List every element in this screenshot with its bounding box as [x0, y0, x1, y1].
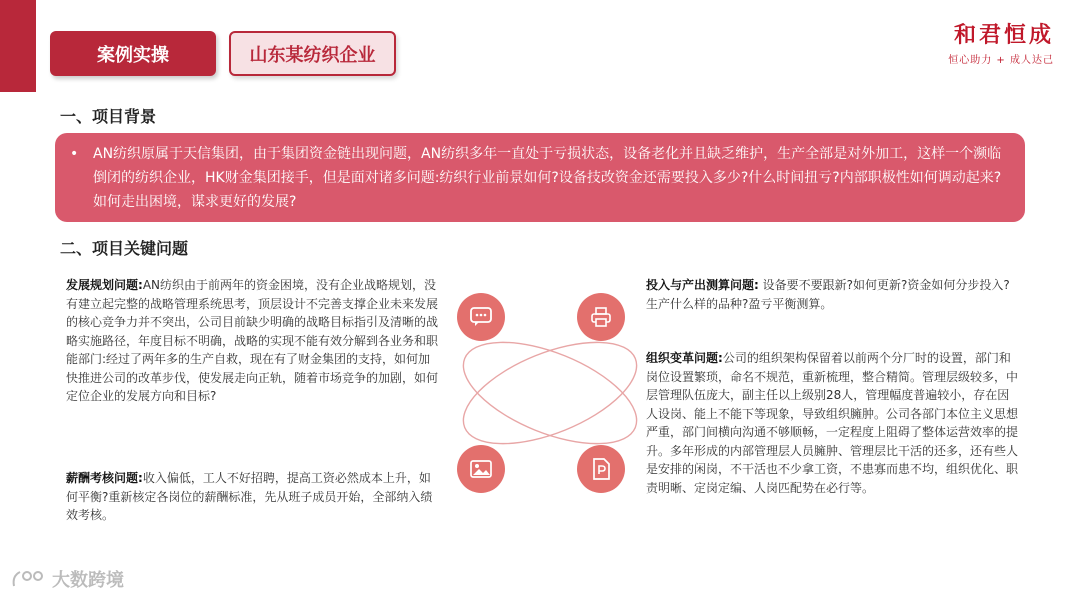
issue-text: 设备要不要跟新?如何更新?资金如何分步投入?生产什么样的品种?盈亏平衡测算。: [646, 278, 1010, 311]
section1-title: 一、项目背景: [60, 107, 157, 126]
background-text: AN纺织原属于天信集团，由于集团资金链出现问题，AN纺织多年一直处于亏损状态，设备老化并且缺乏维护，生产全部是对外加工，这样一个濒临倒闭的纺织企业，HK财金集团接手，但是面对诸多问题:纺织行业前景如何?设备技改资金还需要投入多少?什么时间扭亏?内部职极性如何调动起来?如何走出困境，谋求更好的发展?: [93, 146, 1002, 210]
chat-icon: [457, 293, 505, 341]
tag-company: 山东某纺织企业: [229, 31, 396, 76]
issue-text: 公司的组织架构保留着以前两个分厂时的设置，部门和岗位设置繁琐，命名不规范，重新梳理，整合精简。管理层级较多，中层管理队伍庞大，副主任以上级别28人，管理幅度普遍较小，存在因人设岗、能上不能下等现象，导致组织臃肿。公司各部门本位主义思想严重，部门间横向沟通不够顺畅，一定程度上阻碍了整体运营效率的提升。多年形成的内部管理层人员臃肿、管理层比干活的还多，还有些人是安排的闲岗，不干活也不少拿工资，不患寡而患不均，组织优化、职责明晰、定岗定编、人岗匹配势在必行等。: [646, 351, 1019, 495]
issue-label: 薪酬考核问题:: [66, 471, 143, 485]
bullet-dot: •: [70, 146, 79, 162]
issue-label: 投入与产出测算问题:: [646, 278, 759, 292]
left-accent-bar: [0, 0, 36, 92]
image-icon: [457, 445, 505, 493]
issue-label: 发展规划问题:: [66, 278, 143, 292]
issue-investment-output: [646, 276, 1021, 313]
watermark: [10, 566, 124, 592]
issue-text: AN纺织由于前两年的资金困境，没有企业战略规划，没有建立起完整的战略管理系统思考，顶层设计不完善支撑企业未来发展的核心竞争力并不突出，公司目前缺少明确的战略目标指引及清晰的战略实施路径，年度目标不明确，战略的实现不能有效分解到各业务和职能部门:经过了两年多的生产自救，现在有了财金集团的支持，如何加快推进公司的改革步伐，使发展走向正轨，随着市场竞争的加剧，如何定位企业的发展方向和目标?: [66, 278, 439, 403]
issue-compensation: [66, 469, 441, 525]
company-logo: [904, 18, 1054, 66]
section2-title: 二、项目关键问题: [60, 239, 189, 258]
background-box: [55, 133, 1025, 222]
issue-label: 组织变革问题:: [646, 351, 723, 365]
document-icon: [577, 445, 625, 493]
tag-case-practice: 案例实操: [50, 31, 216, 76]
watermark-text: 大数跨境: [52, 570, 124, 591]
issue-text: 收入偏低，工人不好招聘，提高工资必然成本上升，如何平衡?重新核定各岗位的薪酬标准，先从班子成员开始，全部纳入绩效考核。: [66, 471, 433, 522]
logo-slogan: 恒心助力 + 成人达己: [948, 55, 1054, 66]
printer-icon: [577, 293, 625, 341]
issue-development-planning: [66, 276, 441, 406]
watermark-logo-icon: [10, 568, 52, 590]
central-diagram: [450, 285, 650, 500]
issue-organization-reform: [646, 349, 1021, 497]
logo-main-text: 和君恒成: [953, 22, 1054, 48]
